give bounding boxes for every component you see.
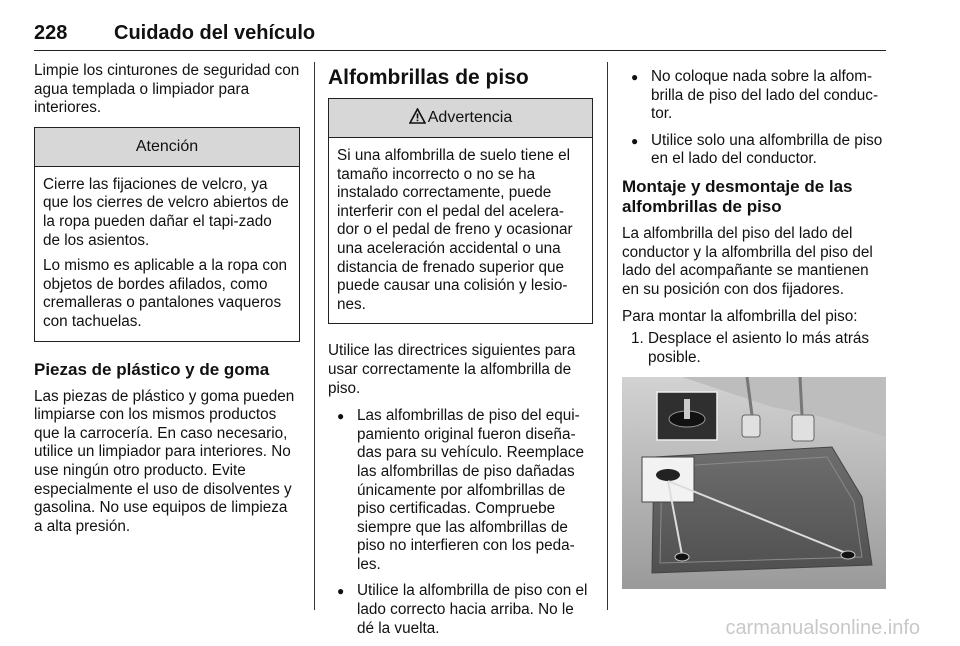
column-divider	[314, 62, 315, 610]
list-item: ● Utilice la alfombrilla de piso con el lado correcto hacia arriba. No le dé la vuelta.	[337, 582, 588, 637]
warning-paragraph: Si una alfombrilla de suelo tiene el tamaño incorrecto o no se ha instalado correctamente, puede interferir con el pedal del acelera-dor o el pedal de freno y ocasionar una aceleración accidental o una distancia de frenado superior que puede causar una colisión y lesio-nes.	[337, 147, 573, 313]
list-item: 1. Desplace el asiento lo más atrás posible.	[631, 329, 870, 366]
list-item: ● Utilice solo una alfombrilla de piso en el lado del conductor.	[631, 131, 883, 168]
section-heading: Piezas de plástico y de goma	[34, 359, 270, 379]
list-item: ● No coloque nada sobre la alfom-brilla de piso del lado del conduc-tor.	[631, 68, 879, 123]
steps-list	[622, 330, 888, 367]
intro-paragraph: Limpie los cinturones de seguridad con agua templada o limpiador para interiores.	[34, 62, 300, 117]
attention-paragraph: Lo mismo es aplicable a la ropa con objetos de bordes afilados, como cremalleras o pantalones vaqueros con tachuelas.	[43, 257, 288, 330]
warning-triangle-icon	[409, 101, 426, 139]
section-paragraph: La alfombrilla del piso del lado del conductor y la alfombrilla del piso del lado del acompañante se mantienen en su posición con dos fijadores.	[622, 224, 873, 298]
list-item: ● Las alfombrillas de piso del equi-pamiento original fueron diseña-das para su vehículo. Reemplace las alfombrillas de piso dañadas únicamente por alfombrillas de piso certificadas. Compruebe siempre que las alfombrillas de piso no interfieren con los peda-les.	[337, 407, 585, 573]
section-paragraph: Para montar la alfombrilla del piso:	[622, 308, 858, 326]
page-number: 228	[34, 22, 68, 44]
section-heading: Montaje y desmontaje de las alfombrillas de piso	[622, 176, 853, 216]
floor-mat-illustration	[622, 377, 886, 589]
intro-paragraph: Utilice las directrices siguientes para usar correctamente la alfombrilla de piso.	[328, 342, 576, 397]
warning-header	[329, 99, 592, 138]
column-right	[622, 68, 888, 589]
warning-box	[328, 98, 593, 324]
attention-paragraph: Cierre las fijaciones de velcro, ya que los cierres de velcro abiertos de la ropa pueden dañar el tapi-zado de los asientos.	[43, 175, 289, 249]
column-left	[34, 62, 300, 545]
section-heading: Alfombrillas de piso	[328, 66, 529, 89]
column-divider	[607, 62, 608, 610]
attention-box	[34, 127, 300, 342]
attention-title: Atención	[35, 128, 299, 167]
page-title: Cuidado del vehículo	[114, 22, 316, 44]
guideline-list	[328, 407, 593, 638]
column-middle	[328, 64, 593, 646]
warning-title: Advertencia	[427, 109, 513, 126]
watermark: carmanualsonline.info	[725, 617, 920, 639]
page-header	[34, 22, 886, 51]
section-paragraph: Las piezas de plástico y goma pueden limpiarse con los mismos productos que la carrocería. En caso necesario, utilice un limpiador para interiores. No use ningún otro producto. Evite especialmente el uso de disolventes y gasolina. No use equipos de limpieza a alta presión.	[34, 387, 295, 535]
guideline-list	[622, 68, 888, 169]
